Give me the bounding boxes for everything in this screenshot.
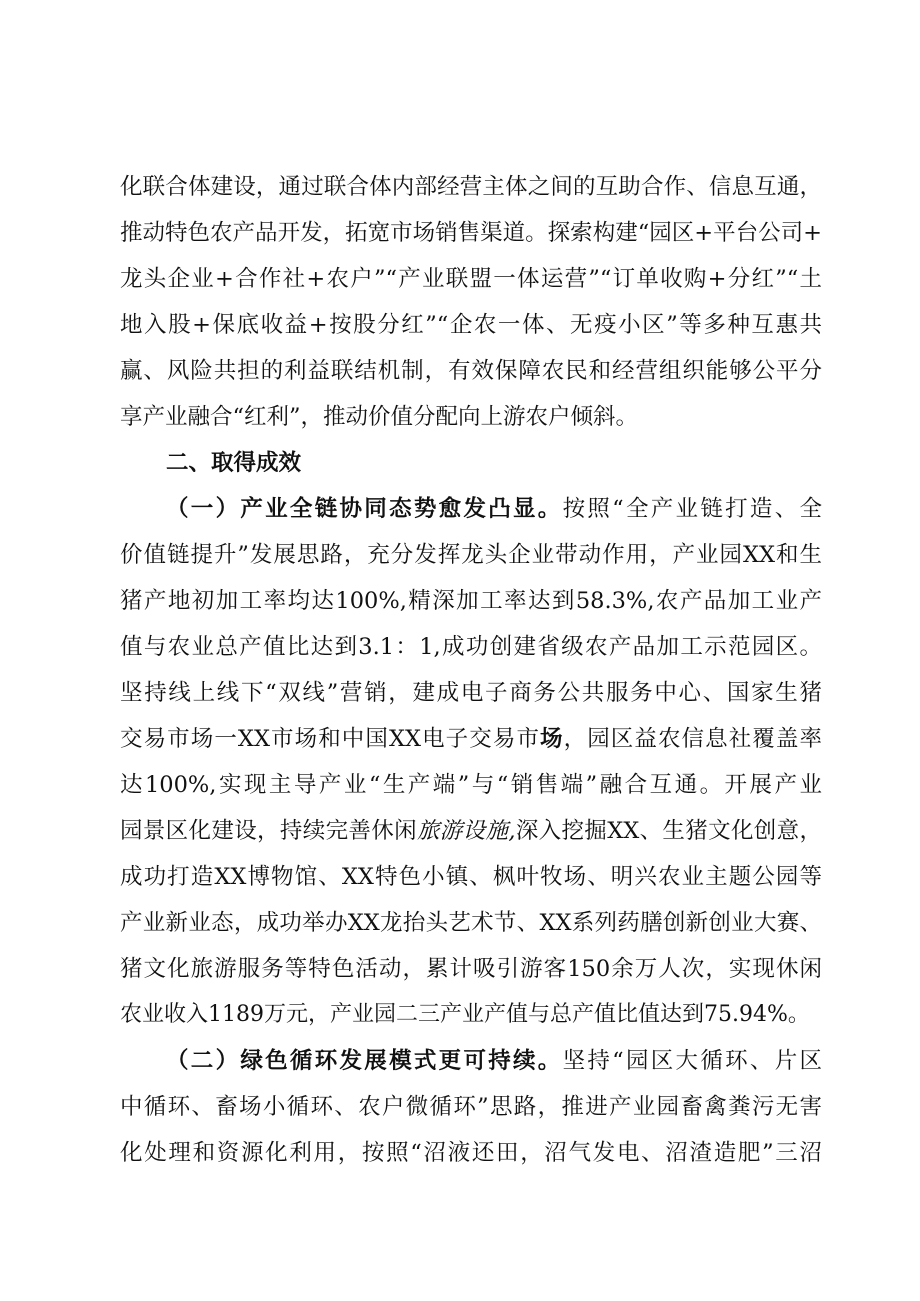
bold-text: 场 <box>540 726 564 752</box>
paragraph-line: 推动特色农产品开发，拓宽市场销售渠道。探索构建“园区+平台公司+ <box>120 220 822 246</box>
section-heading: 二、取得成效 <box>166 450 302 476</box>
paragraph-line <box>120 716 822 762</box>
paragraph-text: ，园区益农信息社覆盖率 <box>563 726 822 752</box>
paragraph-line: 赢、风险共担的利益联结机制，有效保障农民和经营组织能够公平分 <box>120 358 822 384</box>
paragraph-line: 价值链提升”发展思路，充分发挥龙头企业带动作用，产业园XX和生 <box>120 542 822 568</box>
paragraph-line: 值与农业总产值比达到3.1：1,成功创建省级农产品加工示范园区。 <box>120 634 822 660</box>
paragraph-text: 交易市场一XX市场和中国XX电子交易市 <box>120 726 541 752</box>
paragraph-text: 坚持“园区大循环、片区 <box>562 1048 822 1074</box>
paragraph-line: 农业收入1189万元，产业园二三产业产值与总产值比值达到75.94%。 <box>120 1002 810 1027</box>
paragraph-line: 化联合体建设，通过联合体内部经营主体之间的互助合作、信息互通， <box>120 174 822 200</box>
paragraph-line: 享产业融合“红利”，推动价值分配向上游农户倾斜。 <box>120 404 639 430</box>
paragraph-line: 猪文化旅游服务等特色活动，累计吸引游客150余万人次，实现休闲 <box>120 956 822 982</box>
document-body <box>120 164 822 1176</box>
paragraph-line: 产业新业态，成功举办XX龙抬头艺术节、XX系列药膳创新创业大赛、 <box>120 910 822 936</box>
paragraph-line: 龙头企业+合作社+农户”“产业联盟一体运营”“订单收购+分红”“土 <box>120 266 822 292</box>
italic-text: 旅游设施, <box>416 818 516 844</box>
subsection-title: （一）产业全链协同态势愈发凸显。 <box>166 496 563 522</box>
paragraph-line: 化处理和资源化利用，按照“沼液还田，沼气发电、沼渣造肥”三沼 <box>120 1140 822 1166</box>
subsection-title: （二）绿色循环发展模式更可持续。 <box>166 1048 563 1074</box>
paragraph-line <box>120 486 822 532</box>
paragraph-line: 成功打造XX博物馆、XX特色小镇、枫叶牧场、明兴农业主题公园等 <box>120 864 822 890</box>
paragraph-line: 地入股+保底收益+按股分红”“企农一体、无疫小区”等多种互惠共 <box>120 312 822 338</box>
paragraph-text: 深入挖掘XX、生猪文化创意， <box>515 818 822 844</box>
paragraph-line: 猪产地初加工率均达100%,精深加工率达到58.3%,农产品加工业产 <box>120 588 822 614</box>
paragraph-line: 坚持线上线下“双线”营销，建成电子商务公共服务中心、国家生猪 <box>120 680 822 706</box>
paragraph-text: 园景区化建设，持续完善休闲 <box>120 818 417 844</box>
paragraph-text: 按照“全产业链打造、全 <box>562 496 822 522</box>
paragraph-line <box>120 1038 822 1084</box>
paragraph-line: 中循环、畜场小循环、农户微循环”思路，推进产业园畜禽粪污无害 <box>120 1094 822 1120</box>
paragraph-line: 达100%,实现主导产业“生产端”与“销售端”融合互通。开展产业 <box>120 772 822 798</box>
paragraph-line <box>120 808 822 854</box>
